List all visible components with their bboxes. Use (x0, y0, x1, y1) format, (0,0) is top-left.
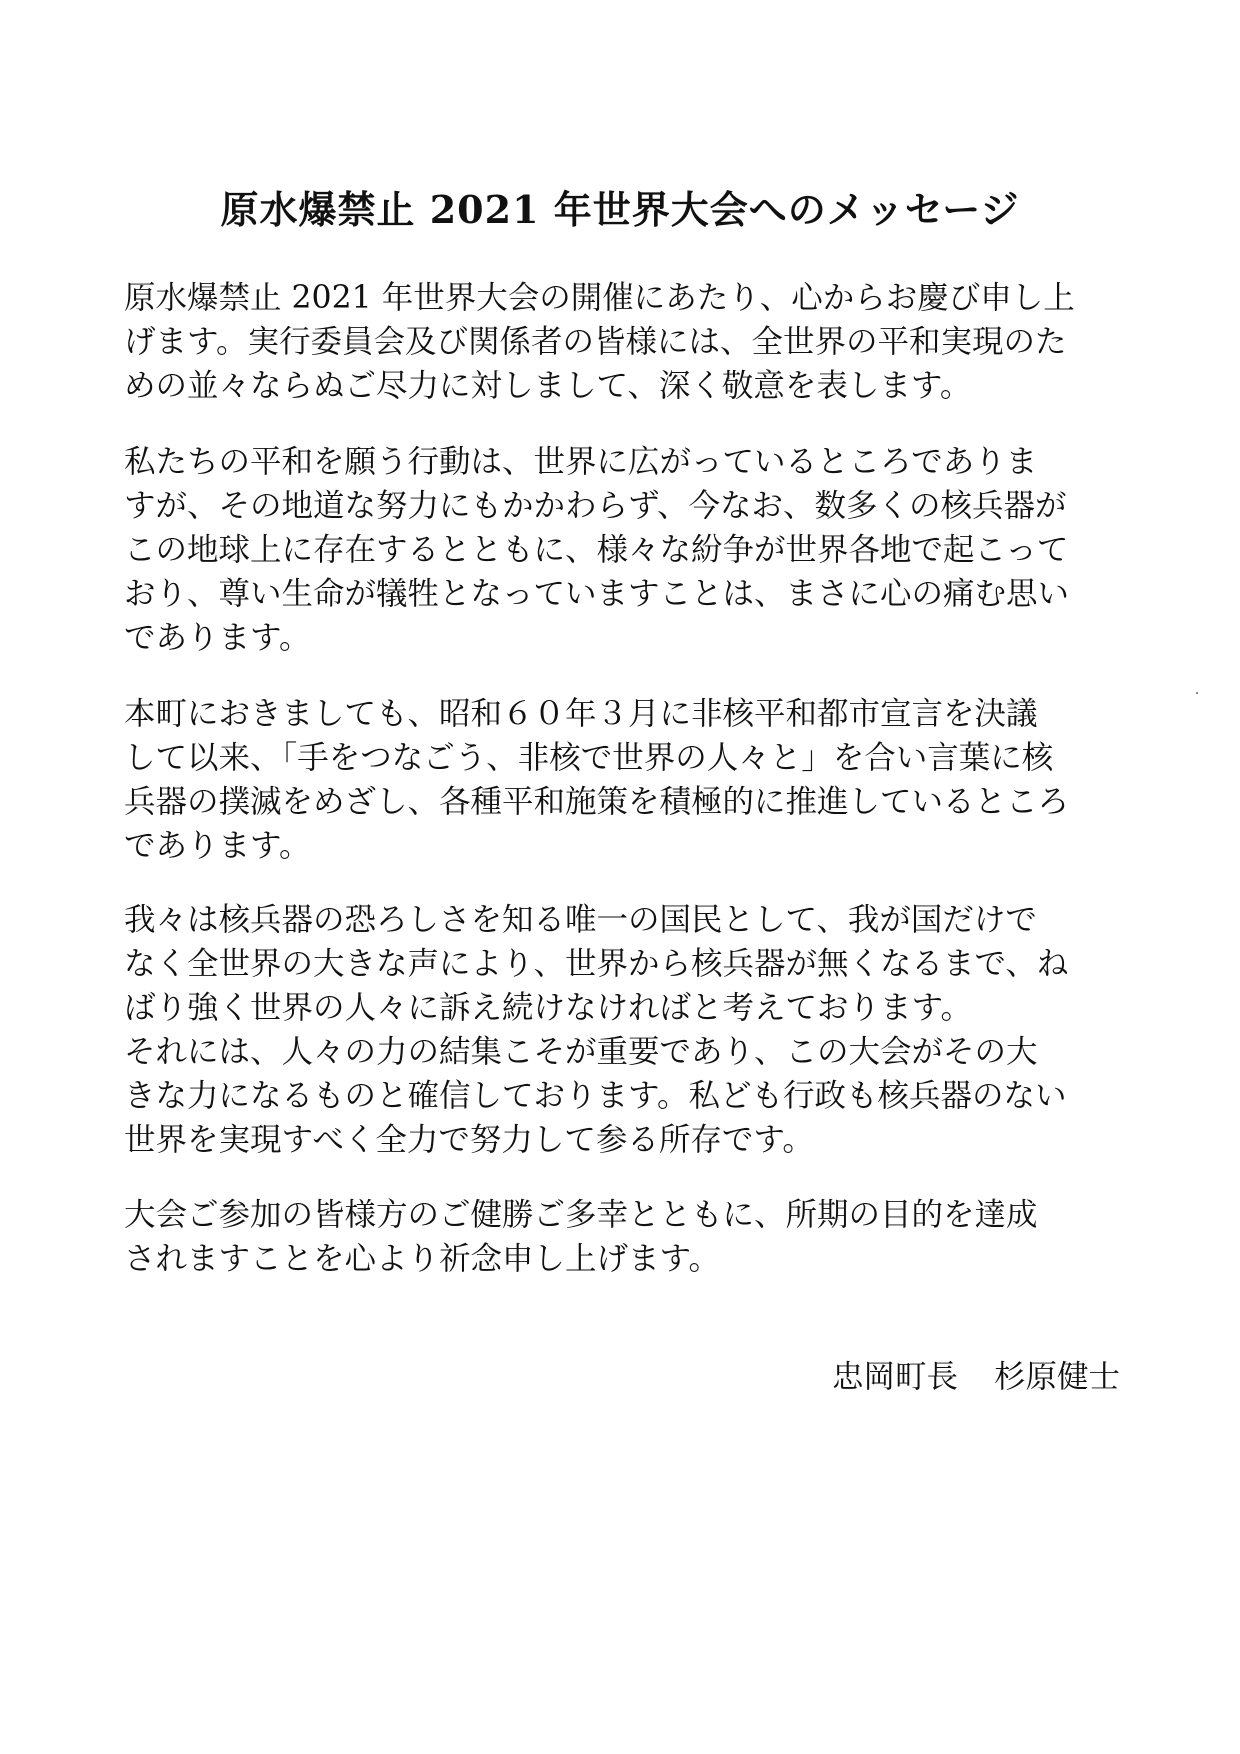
paragraph-line: めの並々ならぬご尽力に対しまして、深く敬意を表します。 (124, 368, 972, 404)
paragraph-line: なく全世界の大きな声により、世界から核兵器が無くなるまで、ね (124, 946, 1069, 982)
paragraph-line: げます。実行委員会及び関係者の皆様には、全世界の平和実現のた (124, 324, 1067, 360)
paragraph-3 (124, 692, 1116, 868)
paragraph-1 (124, 276, 1116, 408)
paragraph-line: この地球上に存在するとともに、様々な紛争が世界各地で起こって (124, 532, 1069, 568)
paragraph-line: されますことを心より祈念申し上げます。 (124, 1241, 720, 1277)
signature (832, 1355, 1120, 1399)
paragraph-line: であります。 (124, 828, 311, 864)
paragraph-line: それには、人々の力の結集こそが重要であり、この大会がその大 (124, 1034, 1038, 1070)
paragraph-line: 私たちの平和を願う行動は、世界に広がっているところでありま (124, 444, 1038, 480)
paragraph-line: 世界を実現すべく全力で努力して参る所存です。 (124, 1122, 814, 1158)
paragraph-line: 原水爆禁止 2021 年世界大会の開催にあたり、心からお慶び申し上 (124, 280, 1075, 316)
document-title: 原水爆禁止 2021 年世界大会へのメッセージ (220, 187, 1020, 232)
scan-speck (1196, 692, 1198, 694)
signature-position: 忠岡町長 (831, 1359, 958, 1395)
paragraph-2 (124, 440, 1116, 660)
paragraph-4 (124, 898, 1116, 1162)
signature-name: 杉原健士 (993, 1359, 1120, 1395)
paragraph-line: きな力になるものと確信しております。私ども行政も核兵器のない (124, 1078, 1067, 1114)
paragraph-line: して以来、「手をつなごう、非核で世界の人々と」を合い言葉に核 (124, 740, 1054, 776)
paragraph-line: であります。 (124, 620, 311, 656)
paragraph-line: 本町におきましても、昭和６０年３月に非核平和都市宣言を決議 (124, 696, 1038, 732)
paragraph-5 (124, 1193, 1116, 1281)
paragraph-line: 我々は核兵器の恐ろしさを知る唯一の国民として、我が国だけで (124, 902, 1037, 938)
paragraph-line: すが、その地道な努力にもかかわらず、今なお、数多くの核兵器が (124, 488, 1067, 524)
paragraph-line: 兵器の撲滅をめざし、各種平和施策を積極的に推進しているところ (124, 784, 1070, 820)
paragraph-line: ばり強く世界の人々に訴え続けなければと考えております。 (124, 990, 972, 1026)
paragraph-line: 大会ご参加の皆様方のご健勝ご多幸とともに、所期の目的を達成 (124, 1197, 1038, 1233)
paragraph-line: おり、尊い生命が犠牲となっていますことは、まさに心の痛む思い (124, 576, 1070, 612)
